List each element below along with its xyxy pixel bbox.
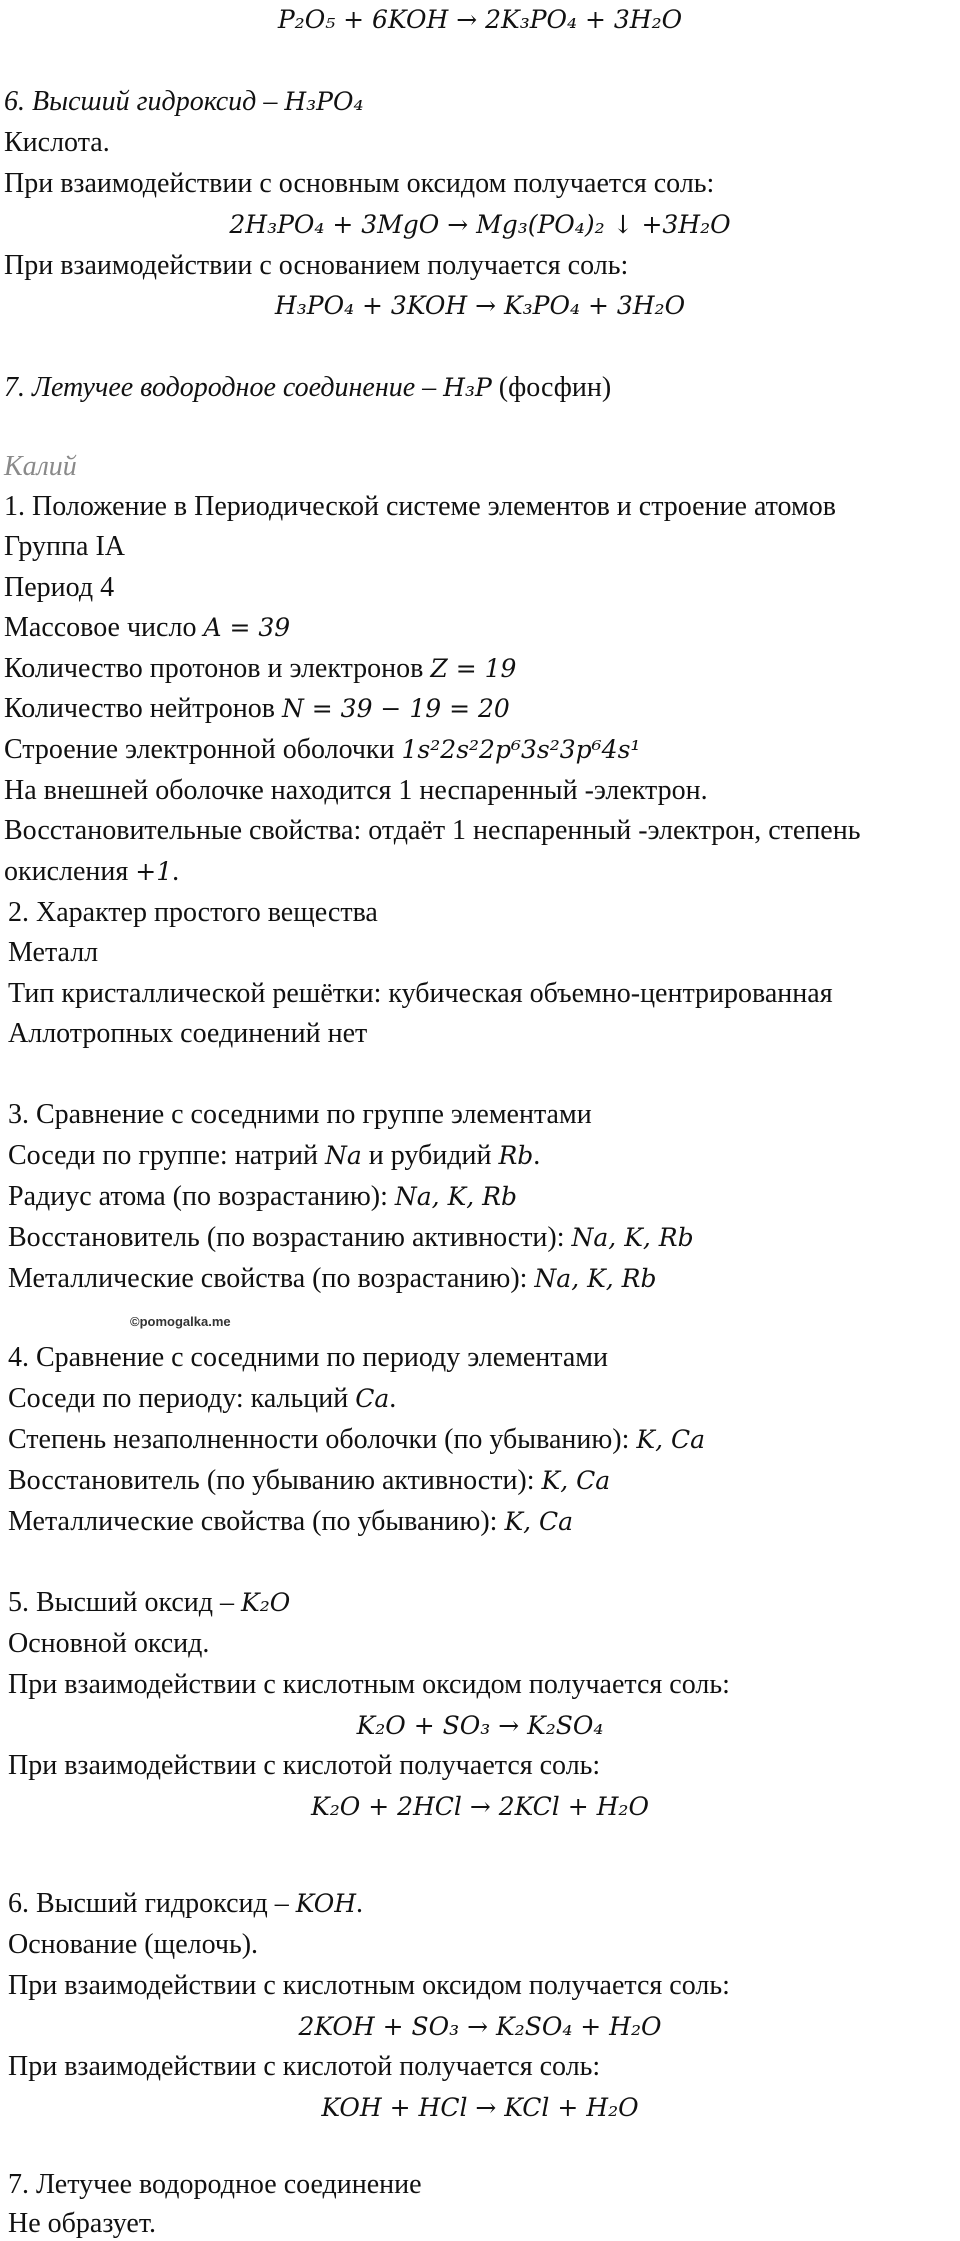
k-s1-electron-shell: Строение электронной оболочки 1s²2s²2p⁶3s²3p⁶4s¹ [4, 734, 641, 765]
phosphorus-s6-title: 6. Высший гидроксид – H₃PO₄ [4, 86, 364, 117]
k-s6-line3: При взаимодействии с кислотой получается соль: [8, 2051, 601, 2082]
k-s3-line1: Соседи по группе: натрий Na и рубидий Rb. [8, 1140, 541, 1171]
k-s1-title: 1. Положение в Периодической системе элементов и строение атомов [4, 491, 836, 522]
k-s1-neutrons: Количество нейтронов N = 39 − 19 = 20 [4, 693, 510, 724]
k-s4-line2: Степень незаполненности оболочки (по убыванию): K, Ca [8, 1424, 705, 1455]
k-s4-title: 4. Сравнение с соседними по периоду элементами [8, 1342, 609, 1373]
k-s5-line3: При взаимодействии с кислотой получается соль: [8, 1750, 601, 1781]
k-s5-line2: При взаимодействии с кислотным оксидом получается соль: [8, 1669, 730, 1700]
phosphorus-s6-equation2: H₃PO₄ + 3KOH → K₃PO₄ + 3H₂O [274, 291, 686, 320]
k-s7-title: 7. Летучее водородное соединение [8, 2169, 422, 2200]
phosphorus-s6-equation1: 2H₃PO₄ + 3MgO → Mg₃(PO₄)₂ ↓ +3H₂O [229, 210, 731, 239]
k-s2-title: 2. Характер простого вещества [8, 897, 378, 928]
k-s6-equation1: 2KOH + SO₃ → K₂SO₄ + H₂O [298, 2012, 662, 2041]
k-s3-title: 3. Сравнение с соседними по группе элементами [8, 1099, 592, 1130]
k-s3-line3: Восстановитель (по возрастанию активности): Na, K, Rb [8, 1222, 694, 1253]
k-s1-protons: Количество протонов и электронов Z = 19 [4, 653, 517, 684]
k-s1-reducing-1: Восстановительные свойства: отдаёт 1 неспаренный -электрон, степень [4, 815, 861, 846]
k-s6-line2: При взаимодействии с кислотным оксидом получается соль: [8, 1970, 730, 2001]
k-s1-group: Группа IA [4, 531, 125, 562]
k-s1-reducing-2: окисления +1. [4, 856, 180, 887]
k-s5-equation1: K₂O + SO₃ → K₂SO₄ [356, 1711, 604, 1740]
k-s4-line4: Металлические свойства (по убыванию): K, Ca [8, 1506, 574, 1537]
k-s6-equation2: KOH + HCl → KCl + H₂O [321, 2093, 639, 2122]
k-s1-period: Период 4 [4, 572, 115, 603]
k-s2-line1: Металл [8, 937, 99, 968]
phosphorus-s7-title: 7. Летучее водородное соединение – H₃P (фосфин) [4, 372, 612, 403]
k-s4-line1: Соседи по периоду: кальций Ca. [8, 1383, 397, 1414]
equation-p2o5-koh [0, 3, 960, 37]
k-s3-line2: Радиус атома (по возрастанию): Na, K, Rb [8, 1181, 517, 1212]
k-s6-title: 6. Высший гидроксид – KOH. [8, 1888, 364, 1919]
k-s2-line3: Аллотропных соединений нет [8, 1018, 368, 1049]
phosphorus-s6-line1: Кислота. [4, 127, 110, 158]
k-s7-line1: Не образует. [8, 2208, 156, 2239]
k-s1-mass-number: Массовое число A = 39 [4, 612, 291, 643]
k-s4-line3: Восстановитель (по убыванию активности): K, Ca [8, 1465, 611, 1496]
phosphorus-s6-line2: При взаимодействии с основным оксидом получается соль: [4, 168, 715, 199]
potassium-header: Калий [4, 451, 77, 482]
k-s2-line2: Тип кристаллической решётки: кубическая объемно-центрированная [8, 978, 833, 1009]
equation-text: P₂O₅ + 6KOH → 2K₃PO₄ + 3H₂O [277, 5, 683, 34]
k-s1-outer-shell: На внешней оболочке находится 1 неспаренный -электрон. [4, 775, 708, 806]
k-s6-line1: Основание (щелочь). [8, 1929, 259, 1960]
watermark: ©pomogalka.me [130, 1314, 231, 1329]
phosphorus-s6-line3: При взаимодействии с основанием получается соль: [4, 250, 629, 281]
k-s5-line1: Основной оксид. [8, 1628, 210, 1659]
k-s5-equation2: K₂O + 2HCl → 2KCl + H₂O [311, 1792, 649, 1821]
k-s5-title: 5. Высший оксид – K₂O [8, 1587, 291, 1618]
k-s3-line4: Металлические свойства (по возрастанию): Na, K, Rb [8, 1263, 657, 1294]
